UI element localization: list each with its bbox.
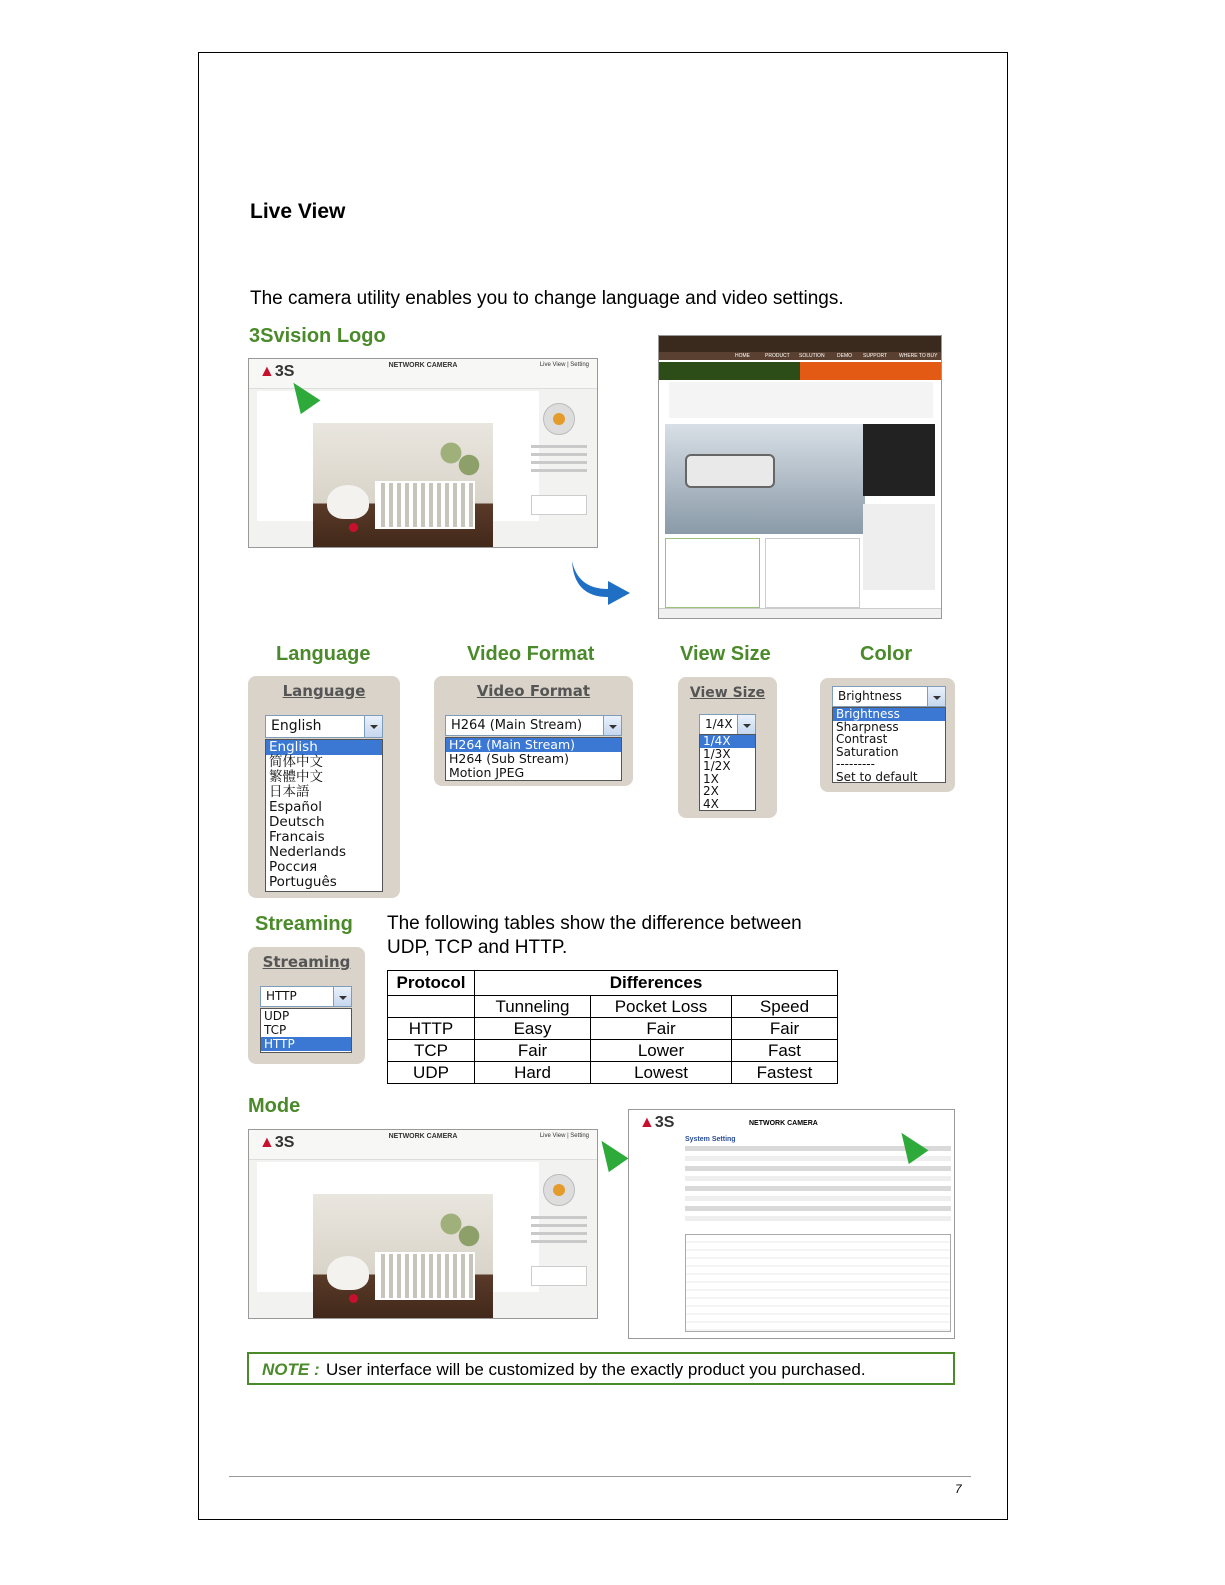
table-cell: Lowest	[591, 1062, 732, 1084]
video-area	[257, 1162, 539, 1292]
chevron-down-icon[interactable]	[603, 716, 621, 735]
settings-sidebar	[633, 1136, 683, 1336]
table-cell: Fastest	[732, 1062, 838, 1084]
logo-icon[interactable]: ▲3S	[259, 1134, 295, 1151]
site-case-studies	[863, 504, 935, 590]
streaming-option[interactable]: TCP	[264, 1023, 287, 1037]
video-image	[313, 1194, 493, 1319]
crib	[375, 481, 475, 529]
site-hero	[665, 424, 865, 534]
color-option[interactable]: Brightness	[833, 708, 945, 721]
table-cell: Hard	[475, 1062, 591, 1084]
wall-tree	[427, 1200, 487, 1260]
site-banner	[659, 362, 941, 380]
control-row	[531, 453, 587, 456]
color-selected: Brightness	[838, 689, 902, 703]
mode-heading: Mode	[248, 1095, 301, 1117]
control-row	[531, 461, 587, 464]
section-title: Live View	[250, 200, 346, 223]
language-options	[265, 739, 383, 892]
language-selected: English	[271, 718, 322, 734]
video-format-selected: H264 (Main Stream)	[451, 718, 583, 733]
logo-heading: 3Svision Logo	[249, 325, 386, 347]
chair	[327, 1256, 369, 1290]
table-cell: Fair	[732, 1018, 838, 1040]
ptz-controls	[531, 399, 589, 519]
video-format-option[interactable]: H264 (Sub Stream)	[449, 751, 569, 766]
table-header-row	[388, 971, 838, 996]
view-size-option[interactable]: 1/4X	[700, 735, 755, 748]
curved-arrow-icon	[568, 555, 638, 605]
color-select[interactable]	[832, 686, 946, 707]
video-format-option[interactable]: H264 (Main Stream)	[446, 738, 621, 752]
settings-row	[685, 1206, 951, 1211]
view-size-option[interactable]: 2X	[703, 784, 719, 798]
note-text: User interface will be customized by the exactly product you purchased.	[326, 1360, 866, 1379]
view-size-select[interactable]	[699, 714, 756, 735]
video-image	[313, 423, 493, 548]
record-icon[interactable]	[349, 1294, 358, 1303]
color-option[interactable]: Contrast	[836, 732, 888, 746]
table-header: Protocol	[388, 971, 475, 996]
table-header: Differences	[475, 971, 838, 996]
color-option[interactable]: Set to default	[836, 769, 918, 784]
language-panel	[248, 676, 400, 898]
view-size-panel-header: View Size	[689, 685, 766, 701]
video-format-options	[445, 737, 622, 781]
table-subheader: Pocket Loss	[591, 996, 732, 1018]
language-option[interactable]: Português	[269, 874, 337, 890]
footer-divider	[229, 1476, 971, 1477]
table-subheader: Tunneling	[475, 996, 591, 1018]
table-row	[388, 1040, 838, 1062]
streaming-option[interactable]: UDP	[264, 1009, 290, 1023]
control-row	[531, 1216, 587, 1219]
camera-topbar	[249, 1130, 597, 1160]
table-cell: TCP	[388, 1040, 475, 1062]
color-heading: Color	[860, 643, 913, 665]
chevron-down-icon[interactable]	[737, 715, 755, 734]
language-heading: Language	[276, 643, 371, 665]
color-option[interactable]: Saturation	[836, 744, 899, 759]
language-option[interactable]: 日本語	[269, 784, 310, 800]
alert-message-box	[531, 1266, 587, 1286]
language-option[interactable]: Deutsch	[269, 814, 325, 830]
settings-row	[685, 1166, 951, 1171]
color-option[interactable]: Sharpness	[836, 719, 899, 734]
system-log	[685, 1234, 951, 1332]
video-format-select[interactable]	[445, 715, 622, 736]
control-row	[531, 1240, 587, 1243]
language-option[interactable]: Español	[269, 799, 322, 815]
view-size-option[interactable]: 1/3X	[703, 746, 731, 761]
record-buttons	[349, 1294, 389, 1304]
settings-row	[685, 1216, 951, 1221]
color-option[interactable]: ---------	[836, 757, 875, 771]
mode-links[interactable]: Live View | Setting	[539, 362, 589, 368]
view-size-option[interactable]: 1/2X	[703, 759, 731, 773]
view-size-heading: View Size	[680, 643, 771, 665]
note-box	[247, 1352, 955, 1385]
settings-row	[685, 1176, 951, 1181]
table-cell: Easy	[475, 1018, 591, 1040]
language-option[interactable]: 繁體中文	[269, 769, 323, 785]
table-cell: UDP	[388, 1062, 475, 1084]
view-size-option[interactable]: 4X	[703, 796, 719, 811]
streaming-text-1: The following tables show the difference between	[387, 913, 802, 934]
chevron-down-icon[interactable]	[927, 687, 945, 706]
chevron-down-icon[interactable]	[364, 716, 382, 737]
streaming-select[interactable]	[260, 986, 352, 1007]
video-format-heading: Video Format	[467, 643, 595, 665]
language-panel-header: Language	[282, 682, 366, 700]
view-size-option[interactable]: 1X	[703, 771, 719, 786]
streaming-panel	[248, 947, 365, 1064]
site-header	[659, 336, 941, 352]
table-cell: Lower	[591, 1040, 732, 1062]
ptz-joystick-icon[interactable]	[543, 1174, 575, 1206]
settings-main	[685, 1136, 951, 1336]
logo-icon[interactable]: ▲3S	[259, 363, 295, 380]
live-view-screenshot-mode	[248, 1129, 598, 1319]
logo-icon[interactable]: ▲3S	[639, 1114, 675, 1131]
video-format-option[interactable]: Motion JPEG	[449, 765, 525, 780]
video-format-panel-header: Video Format	[476, 682, 591, 700]
color-options	[832, 707, 946, 783]
camera-title: NETWORK CAMERA	[388, 1133, 458, 1140]
streaming-text-2: UDP, TCP and HTTP.	[387, 937, 568, 958]
crib	[375, 1252, 475, 1300]
site-footer	[659, 608, 941, 618]
streaming-options	[260, 1008, 352, 1053]
ptz-joystick-icon[interactable]	[543, 403, 575, 435]
streaming-panel-header: Streaming	[262, 953, 351, 971]
table-cell: Fair	[475, 1040, 591, 1062]
camera-title: NETWORK CAMERA	[388, 362, 458, 369]
control-row	[531, 1232, 587, 1235]
table-subheader: Speed	[732, 996, 838, 1018]
language-option[interactable]: Россия	[269, 859, 318, 875]
site-nav: HOME PRODUCT SOLUTION DEMO SUPPORT WHERE TO BUY	[659, 352, 941, 360]
site-box-preview	[765, 538, 860, 608]
control-row	[531, 445, 587, 448]
streaming-heading: Streaming	[255, 913, 353, 935]
table-row	[388, 1062, 838, 1084]
streaming-option[interactable]: HTTP	[261, 1037, 351, 1051]
view-size-options	[699, 734, 756, 811]
page-number: 7	[955, 1482, 962, 1496]
settings-title: NETWORK CAMERA	[749, 1120, 818, 1127]
table-cell: Fair	[591, 1018, 732, 1040]
note-label: NOTE :	[262, 1360, 320, 1379]
chevron-down-icon[interactable]	[333, 987, 351, 1006]
ptz-controls	[531, 1170, 589, 1290]
table-subheader-row	[388, 996, 838, 1018]
site-box-characteristics	[665, 538, 760, 608]
language-option[interactable]: English	[266, 740, 382, 755]
table-cell: HTTP	[388, 1018, 475, 1040]
table-row	[388, 1018, 838, 1040]
intro-text: The camera utility enables you to change language and video settings.	[250, 288, 844, 309]
control-row	[531, 1224, 587, 1227]
control-row	[531, 469, 587, 472]
video-format-panel	[434, 676, 633, 786]
language-option[interactable]: Francais	[269, 829, 325, 845]
wall-tree	[427, 429, 487, 489]
color-panel	[820, 678, 955, 792]
alert-message-box	[531, 495, 587, 515]
site-news-row	[669, 382, 933, 418]
chair	[327, 485, 369, 519]
table-cell: Fast	[732, 1040, 838, 1062]
protocol-table	[387, 970, 838, 1084]
mode-links[interactable]: Live View | Setting	[539, 1133, 589, 1139]
language-option[interactable]: Nederlands	[269, 844, 347, 860]
view-size-selected: 1/4X	[705, 717, 733, 731]
settings-row	[685, 1186, 951, 1191]
camera-image	[685, 454, 775, 488]
streaming-selected: HTTP	[266, 989, 297, 1003]
language-select[interactable]	[265, 715, 383, 738]
table-cell	[388, 996, 475, 1018]
language-option[interactable]: 简体中文	[269, 754, 323, 770]
settings-section-title: System Setting	[685, 1136, 736, 1143]
site-video	[863, 424, 935, 496]
settings-row	[685, 1196, 951, 1201]
website-screenshot	[658, 335, 942, 619]
record-icon[interactable]	[349, 523, 358, 532]
view-size-panel	[678, 677, 777, 818]
record-buttons	[349, 523, 389, 533]
